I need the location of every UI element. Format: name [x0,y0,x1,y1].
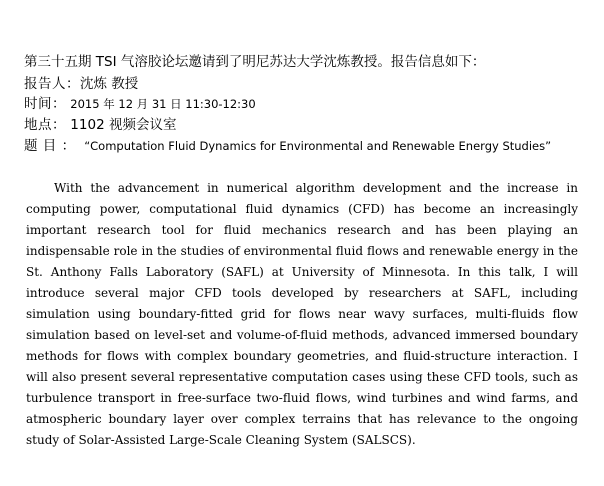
location-value: 1102 视频会议室 [70,117,177,133]
talk-title: “Computation Fluid Dynamics for Environmental and Renewable Energy Studies” [84,139,552,153]
time-line [24,94,256,114]
location-line [24,115,176,135]
abstract-paragraph: With the advancement in numerical algorithm development and the increase in computing power, computational fluid dynamics (CFD) has become an increasingly important research tool for fluid mechanics research and has been playing an indispensable role in the studies of environmental fluid flows and renewable energy in the St. Anthony Falls Laboratory (SAFL) at University of Minnesota. In this talk, I will introduce several major CFD tools developed by researchers at SAFL, including simulation using boundary-fitted grid for flows near wavy surfaces, multi-fluids flow simulation based on level-set and volume-of-fluid methods, advanced immersed boundary methods for flows with complex boundary geometries, and fluid-structure interaction. I will also present several representative computation cases using these CFD tools, such as turbulence transport in free-surface two-fluid flows, wind turbines and wind farms, and atmospheric boundary layer over complex terrains that has relevance to the ongoing study of Solar-Assisted Large-Scale Cleaning System (SALSCS). [26,181,578,447]
title-line [24,136,551,156]
intro-text: 第三十五期 TSI 气溶胶论坛邀请到了明尼苏达大学沈炼教授。报告信息如下： [24,54,486,70]
location-label: 地点： [24,117,66,133]
speaker-line [24,74,138,94]
intro-line [24,52,485,72]
time-value: 2015 年 12 月 31 日 11:30-12:30 [70,97,256,111]
time-label: 时间： [24,96,66,112]
speaker-value: 沈炼 教授 [80,76,139,92]
speaker-label: 报告人： [24,76,80,92]
title-label: 题 目 ： [24,138,76,154]
